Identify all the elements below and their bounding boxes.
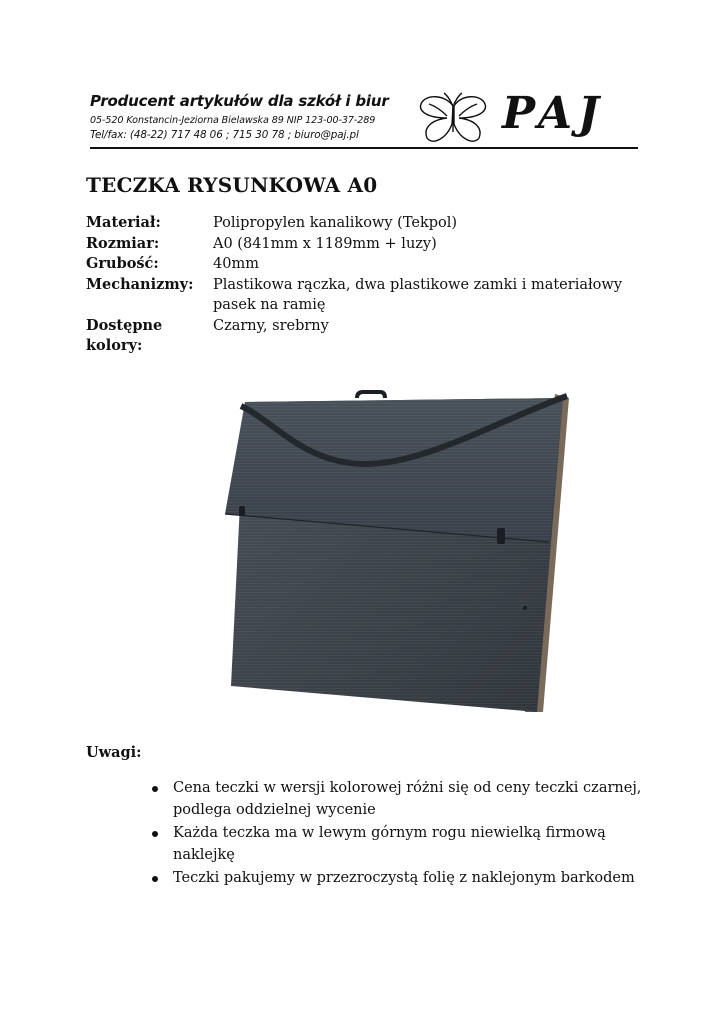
company-contact: Tel/fax: (48-22) 717 48 06 ; 715 30 78 ; biuro@paj.pl: [90, 129, 359, 141]
spec-row-mechanisms: [86, 275, 646, 316]
spec-label: Mechanizmy:: [86, 275, 194, 293]
spec-row-size: [86, 234, 646, 255]
bullet-icon: [152, 876, 158, 882]
spec-label: Materiał:: [86, 214, 161, 231]
brand-logo: PAJ: [502, 88, 605, 139]
note-text: Teczki pakujemy w przezroczystą folię z naklejonym barkodem: [173, 870, 635, 886]
clasp-icon: [239, 506, 245, 516]
spec-label: Dostępne kolory:: [86, 316, 163, 354]
company-address: 05-520 Konstancin-Jeziorna Bielawska 89 NIP 123-00-37-289: [90, 115, 376, 126]
spec-row-thickness: [86, 254, 646, 275]
header-divider: [90, 147, 638, 149]
handle-icon: [357, 392, 385, 398]
spec-row-material: [86, 213, 646, 234]
bullet-icon: [152, 831, 158, 837]
page-title: TECZKA RYSUNKOWA A0: [86, 173, 378, 197]
drawing-portfolio-photo: [225, 382, 575, 714]
notes-list: [150, 778, 650, 892]
spec-row-colors: [86, 316, 646, 357]
company-header: [90, 88, 638, 154]
spec-value: Polipropylen kanalikowy (Tekpol): [213, 215, 458, 231]
note-text: Każda teczka ma w lewym górnym rogu niewielką firmową naklejkę: [173, 825, 606, 863]
bullet-icon: [152, 786, 158, 792]
butterfly-logo-icon: [417, 92, 489, 146]
clasp-icon: [497, 528, 505, 544]
notes-title: Uwagi:: [86, 744, 142, 761]
note-text: Cena teczki w wersji kolorowej różni się od ceny teczki czarnej, podlega oddzielnej wycenie: [173, 780, 642, 818]
spec-list: [86, 213, 646, 357]
company-tagline: Producent artykułów dla szkół i biur: [90, 92, 389, 110]
spec-label: Rozmiar:: [86, 234, 160, 252]
spec-value: A0 (841mm x 1189mm + luzy): [213, 235, 437, 252]
list-item: [150, 868, 650, 890]
list-item: [150, 778, 650, 821]
spec-value: 40mm: [213, 256, 259, 272]
spec-value: Plastikowa rączka, dwa plastikowe zamki i materiałowy pasek na ramię: [213, 276, 623, 313]
spec-label: Grubość:: [86, 255, 159, 272]
spec-value: Czarny, srebrny: [213, 317, 329, 334]
list-item: [150, 823, 650, 866]
